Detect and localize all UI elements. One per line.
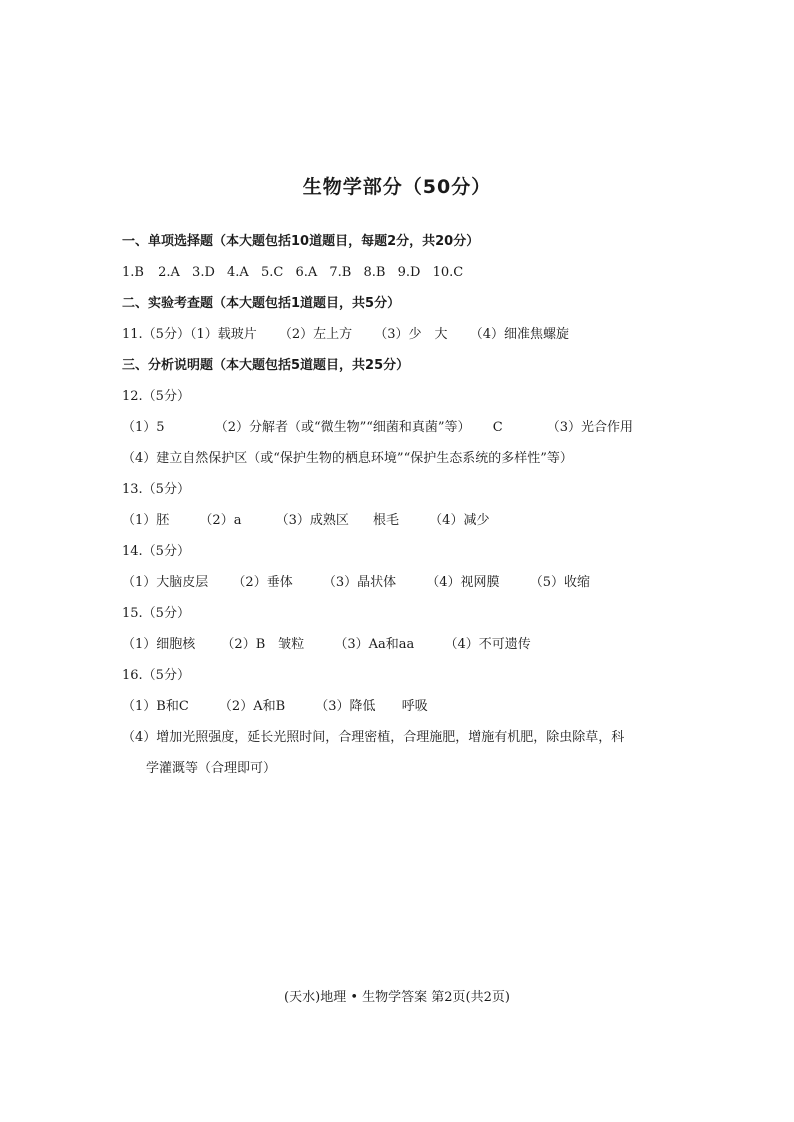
q14-part-3: （3）晶状体 <box>322 575 397 590</box>
answer-6: 6.A <box>295 265 318 280</box>
question-16-line-1 <box>122 697 682 728</box>
q11-part-3: （3）少 大 <box>374 327 448 342</box>
q11-part-1: 11.（5分）（1）载玻片 <box>122 327 257 342</box>
question-16-line-2a: （4）增加光照强度，延长光照时间，合理密植，合理施肥，增施有机肥，除虫除草，科 <box>122 730 625 745</box>
question-12-heading: 12.（5分） <box>122 389 190 404</box>
answer-content <box>122 232 682 790</box>
q11-part-2: （2）左上方 <box>278 327 353 342</box>
question-16-heading: 16.（5分） <box>122 668 190 683</box>
question-13-heading: 13.（5分） <box>122 482 190 497</box>
q12-part-3: （3）光合作用 <box>546 420 634 435</box>
page-title: 生物学部分（50分） <box>302 176 492 198</box>
q14-part-2: （2）垂体 <box>232 575 293 590</box>
answer-5: 5.C <box>260 265 284 280</box>
q15-part-1: （1）细胞核 <box>122 637 196 652</box>
q16-part-2: （2）A和B <box>218 699 286 714</box>
answer-9: 9.D <box>397 265 421 280</box>
q16-part-3b: 呼吸 <box>401 699 428 714</box>
q13-part-4: （4）减少 <box>429 513 490 528</box>
answer-8: 8.B <box>363 265 386 280</box>
question-15-heading: 15.（5分） <box>122 606 190 621</box>
q13-part-3: （3）成熟区 <box>275 513 349 528</box>
question-11-answers <box>122 325 682 356</box>
q13-part-3b: 根毛 <box>373 513 400 528</box>
section-1-heading: 一、单项选择题（本大题包括10道题目，每题2分，共20分） <box>122 234 480 249</box>
answer-10: 10.C <box>432 265 464 280</box>
question-12-line-1 <box>122 418 682 449</box>
question-16-line-2b: 学灌溉等（合理即可） <box>146 761 277 776</box>
question-14-line-1 <box>122 573 682 604</box>
question-12-line-2: （4）建立自然保护区（或“保护生物的栖息环境”“保护生态系统的多样性”等） <box>122 451 573 466</box>
question-15-line-1 <box>122 635 682 666</box>
page-footer: (天水)地理 • 生物学答案 第2页(共2页) <box>284 990 510 1005</box>
q16-part-3: （3）降低 <box>315 699 376 714</box>
section-2-heading: 二、实验考查题（本大题包括1道题目，共5分） <box>122 296 401 311</box>
q12-part-2: （2）分解者（或“微生物”“细菌和真菌”等） <box>214 420 471 435</box>
q12-part-1: （1）5 <box>122 420 165 435</box>
q15-part-4: （4）不可遗传 <box>444 637 531 652</box>
q15-part-3: （3）Aa和aa <box>334 637 415 652</box>
question-13-line-1 <box>122 511 682 542</box>
q11-part-4: （4）细准焦螺旋 <box>469 327 569 342</box>
answer-7: 7.B <box>329 265 352 280</box>
section-1-answers <box>122 263 682 294</box>
answer-1: 1.B <box>122 265 144 280</box>
q14-part-4: （4）视网膜 <box>426 575 500 590</box>
answer-4: 4.A <box>227 265 249 280</box>
answer-3: 3.D <box>192 265 215 280</box>
section-3-heading: 三、分析说明题（本大题包括5道题目，共25分） <box>122 358 410 373</box>
q13-part-2: （2）a <box>199 513 242 528</box>
q12-part-2-answer: C <box>492 420 503 435</box>
q15-part-2: （2）B 皱粒 <box>221 637 305 652</box>
question-14-heading: 14.（5分） <box>122 544 190 559</box>
q14-part-1: （1）大脑皮层 <box>122 575 209 590</box>
q16-part-1: （1）B和C <box>122 699 189 714</box>
q14-part-5: （5）收缩 <box>529 575 590 590</box>
q13-part-1: （1）胚 <box>122 513 170 528</box>
answer-2: 2.A <box>158 265 180 280</box>
